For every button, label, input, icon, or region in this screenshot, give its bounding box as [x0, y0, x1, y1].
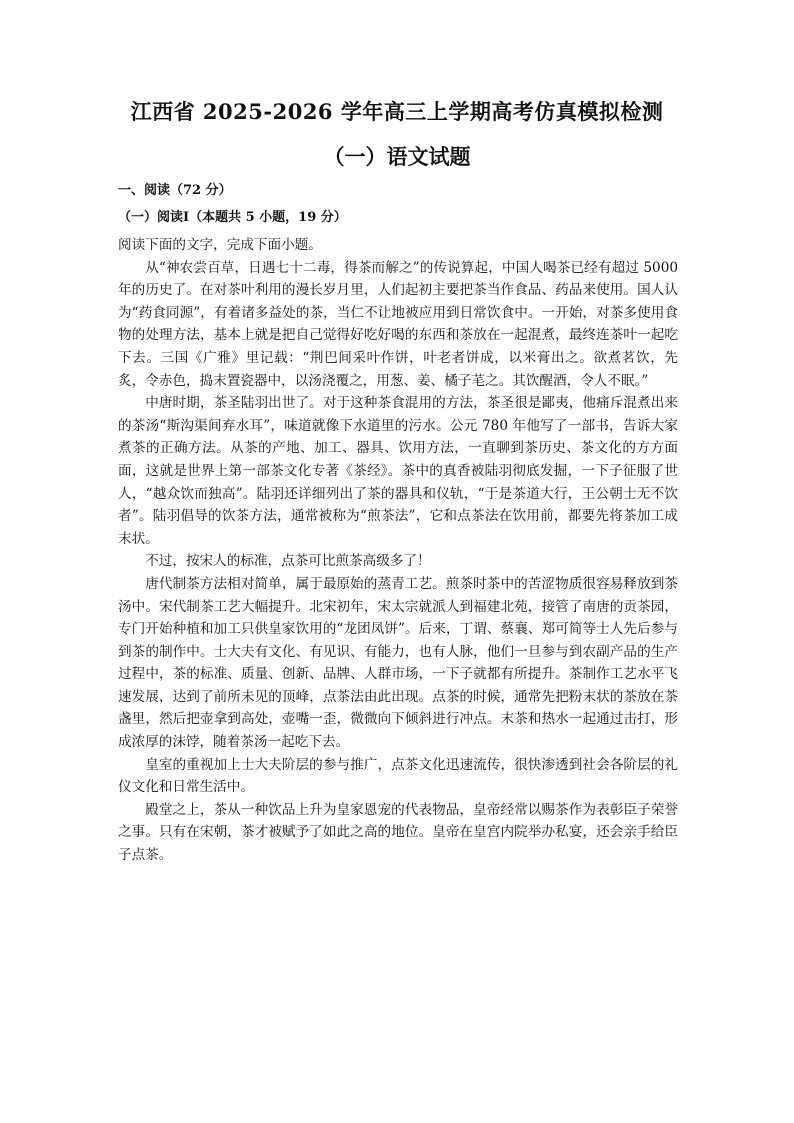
section-heading: 一、阅读（72 分） [118, 183, 232, 198]
exam-title: 江西省 2025-2026 学年高三上学期高考仿真模拟检测 [130, 99, 664, 124]
paragraph-2: 中唐时期，茶圣陆羽出世了。对于这种茶食混用的方法，茶圣很是鄙夷，他痛斥混煮出来的茶汤“斯沟渠间弃水耳”，味道就像下水道里的污水。公元 780 年他写了一部书，告诉大家煮茶的正确方法。从茶的产地、加工、器具、饮用方法，一直聊到茶历史、茶文化的方方面面，这就是世界上第一部茶文化专著《茶经》。茶中的真香被陆羽彻底发掘，一下子征服了世人，“越众饮而独高”。陆羽还详细列出了茶的器具和仪轨，“于是茶道大行，王公朝士无不饮者”。陆羽倡导的饮茶方法，通常被称为“煎茶法”，它和点茶法在饮用前，都要先将茶加工成末状。 [118, 395, 678, 547]
paragraph-6: 殿堂之上，茶从一种饮品上升为皇家恩宠的代表物品，皇帝经常以赐茶作为表彰臣子荣誉之事。只有在宋朝，茶才被赋予了如此之高的地位。皇帝在皇宫内院举办私宴，还会亲手给臣子点茶。 [118, 801, 678, 864]
instruction-text: 阅读下面的文字，完成下面小题。 [118, 237, 322, 253]
subsection-heading: （一）阅读Ⅰ（本题共 5 小题，19 分） [118, 210, 347, 225]
reading-passage [118, 234, 678, 867]
paragraph-3: 不过，按宋人的标准，点茶可比煎茶高级多了！ [145, 553, 431, 570]
paragraph-1: 从“神农尝百草，日遇七十二毒，得茶而解之”的传说算起，中国人喝茶已经有超过 5000 年的历史了。在对茶叶利用的漫长岁月里，人们起初主要把茶当作食品、药品来使用。国人认为“药食同源”，有着诸多益处的茶，当仁不让地被应用到日常饮食中。一开始，对茶多使用食物的处理方法，基本上就是把自己觉得好吃好喝的东西和茶放在一起混煮，最终连茶叶一起吃下去。三国《广雅》里记载：“荆巴间采叶作饼，叶老者饼成，以米膏出之。欲煮茗饮，先炙，令赤色，捣末置瓷器中，以汤浇覆之，用葱、姜、橘子芼之。其饮醒酒，令人不眠。” [118, 259, 678, 389]
paragraph-5: 皇室的重视加上士大夫阶层的参与推广，点茶文化迅速流传，很快渗透到社会各阶层的礼仪文化和日常生活中。 [118, 756, 678, 796]
paragraph-4: 唐代制茶方法相对简单，属于最原始的蒸青工艺。煎茶时茶中的苦涩物质很容易释放到茶汤中。宋代制茶工艺大幅提升。北宋初年，宋太宗就派人到福建北苑，接管了南唐的贡茶园，专门开始种植和加工只供皇家饮用的“龙团凤饼”。后来，丁谓、蔡襄、郑可简等士人先后参与到茶的制作中。士大夫有文化、有见识、有能力，也有人脉，他们一旦参与到农副产品的生产过程中，茶的标准、质量、创新、品牌、人群市场，一下子就都有所提升。茶制作工艺水平飞速发展，达到了前所未见的顶峰，点茶法由此出现。点茶的时候，通常先把粉末状的茶放在茶盏里，然后把壶拿到高处，壶嘴一歪，微微向下倾斜进行冲点。末茶和热水一起通过击打，形成浓厚的沫饽，随着茶汤一起吃下去。 [118, 575, 678, 751]
exam-subtitle: （一）语文试题 [323, 144, 471, 169]
